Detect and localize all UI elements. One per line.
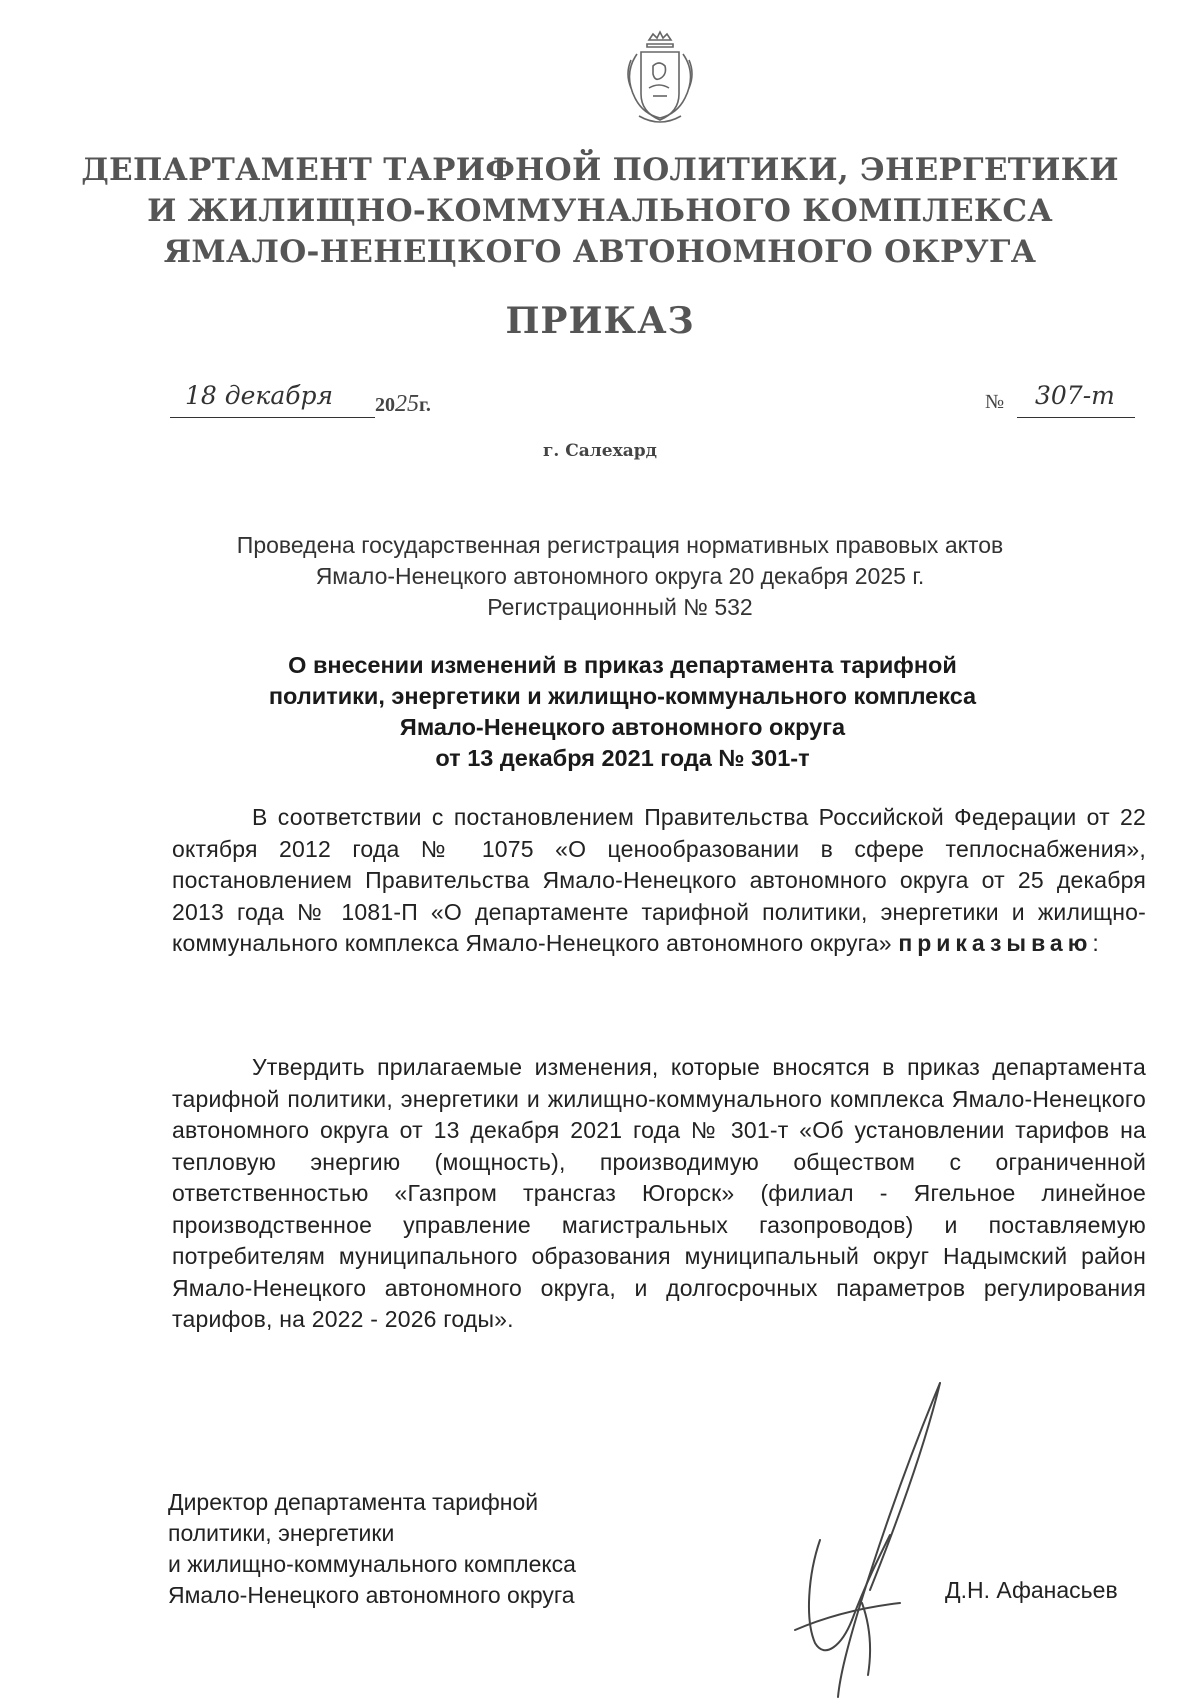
order-number bbox=[985, 381, 1145, 419]
handwritten-signature bbox=[790, 1375, 980, 1705]
operative-paragraph: Утвердить прилагаемые изменения, которые вносятся в приказ департамента тарифной политики, энергетики и жилищно-коммунального комплекса Ямало-Ненецкого автономного округа от 13 декабря 2021 года № 301-т «Об установлении тарифов на тепловую энергию (мощность), производимую обществом с ограниченной ответственностью «Газпром трансгаз Югорск» (филиал - Ягельное линейное производственное управление магистральных газопроводов) и поставляемую потребителям муниципального образования муниципальный округ Надымский район Ямало-Ненецкого автономного округа, и долгосрочных параметров регулирования тарифов, на 2022 - 2026 годы». bbox=[172, 1054, 1146, 1332]
coat-of-arms-icon bbox=[619, 30, 701, 132]
department-line: ДЕПАРТАМЕНТ ТАРИФНОЙ ПОЛИТИКИ, ЭНЕРГЕТИКИ bbox=[81, 152, 1119, 188]
order-word: приказываю bbox=[898, 930, 1093, 956]
registration-stamp bbox=[0, 530, 1200, 623]
handwritten-date: 18 декабря bbox=[185, 381, 334, 410]
year-suffix: г. bbox=[419, 394, 431, 416]
signer-position-line: политики, энергетики bbox=[168, 1520, 395, 1546]
handwritten-year: 25 bbox=[395, 391, 419, 417]
number-underline bbox=[1017, 417, 1135, 418]
title-line: О внесении изменений в приказ департамента тарифной bbox=[288, 652, 957, 678]
title-line: политики, энергетики и жилищно-коммунального комплекса bbox=[268, 683, 977, 709]
city-name: г. Салехард bbox=[543, 441, 657, 461]
signer-name: Д.Н. Афанасьев bbox=[945, 1577, 1118, 1603]
order-date bbox=[170, 381, 440, 419]
preamble-text: В соответствии с постановлением Правительства Российской Федерации от 22 октября 2012 года № 1075 «О ценообразовании в сфере теплоснабжения», постановлением Правительства Ямало-Ненецкого автономного округа от 25 декабря 2013 года № 1081-П «О департаменте тарифной политики, энергетики и жилищно-коммунального комплекса Ямало-Ненецкого автономного округа» bbox=[172, 804, 1146, 956]
signer-position bbox=[168, 1487, 576, 1611]
handwritten-number: 307-т bbox=[1035, 381, 1115, 410]
year-prefix: 20 bbox=[375, 394, 395, 416]
signer-position-line: и жилищно-коммунального комплекса bbox=[168, 1551, 576, 1577]
document-type: ПРИКАЗ bbox=[505, 300, 695, 342]
department-line: И ЖИЛИЩНО-КОММУНАЛЬНОГО КОМПЛЕКСА bbox=[147, 193, 1053, 229]
preamble-paragraph bbox=[172, 802, 1146, 960]
department-line: ЯМАЛО-НЕНЕЦКОГО АВТОНОМНОГО ОКРУГА bbox=[163, 234, 1037, 270]
date-underline bbox=[170, 417, 375, 418]
number-sign: № bbox=[985, 391, 1005, 413]
title-line: от 13 декабря 2021 года № 301-т bbox=[435, 745, 810, 771]
registration-line: Регистрационный № 532 bbox=[487, 594, 753, 620]
registration-line: Ямало-Ненецкого автономного округа 20 декабря 2025 г. bbox=[315, 563, 925, 589]
title-line: Ямало-Ненецкого автономного округа bbox=[399, 714, 846, 740]
order-title bbox=[0, 650, 1200, 774]
signer-position-line: Ямало-Ненецкого автономного округа bbox=[168, 1582, 575, 1608]
order-colon: : bbox=[1092, 930, 1099, 956]
department-name bbox=[0, 150, 1200, 273]
order-year bbox=[375, 391, 431, 418]
registration-line: Проведена государственная регистрация нормативных правовых актов bbox=[236, 532, 1004, 558]
signer-position-line: Директор департамента тарифной bbox=[168, 1489, 539, 1515]
